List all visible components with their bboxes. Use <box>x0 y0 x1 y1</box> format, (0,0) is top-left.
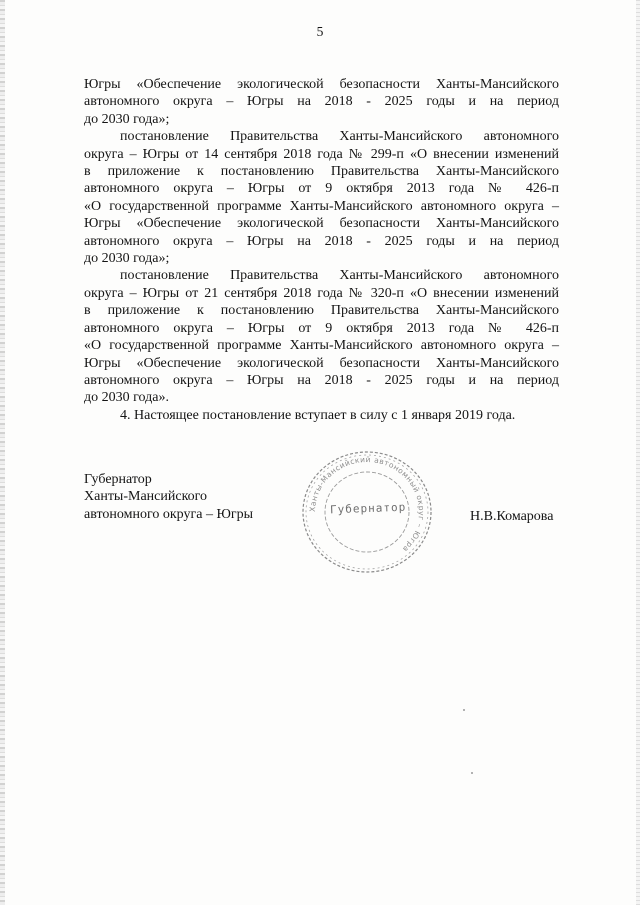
body-line: Югры «Обеспечение экологической безопасности Ханты-Мансийского <box>84 355 559 371</box>
body-line: до 2030 года»; <box>84 111 170 127</box>
effective-date-paragraph: 4. Настоящее постановление вступает в силу с 1 января 2019 года. <box>120 407 516 423</box>
body-line: «О государственной программе Ханты-Мансийского автономного округа – <box>84 198 559 214</box>
stamp-center-text: Губернатор <box>329 500 407 517</box>
body-line: автономного округа – Югры от 9 октября 2013 года № 426-п <box>84 181 559 197</box>
body-line: округа – Югры от 14 сентября 2018 года № 299-п «О внесении изменений <box>84 146 559 162</box>
body-line: до 2030 года». <box>84 390 169 406</box>
body-line: округа – Югры от 21 сентября 2018 года № 320-п «О внесении изменений <box>84 285 559 301</box>
body-line: Югры «Обеспечение экологической безопасности Ханты-Мансийского <box>84 216 559 232</box>
body-line: автономного округа – Югры на 2018 - 2025 годы и на период <box>84 233 559 249</box>
scan-speck <box>463 709 465 711</box>
stamp-ring-text: Ханты-Мансийский автономный округ – Югра <box>307 454 427 555</box>
body-line: «О государственной программе Ханты-Мансийского автономного округа – <box>84 338 559 354</box>
body-line: постановление Правительства Ханты-Мансийского автономного <box>120 129 559 145</box>
body-line: до 2030 года»; <box>84 251 170 267</box>
body-line: в приложение к постановлению Правительства Ханты-Мансийского <box>84 164 559 180</box>
signatory-title-line: Ханты-Мансийского <box>84 489 208 505</box>
signatory-name: Н.В.Комарова <box>470 509 554 524</box>
scan-edge-left <box>0 0 5 905</box>
signatory-title-line: автономного округа – Югры <box>84 506 253 522</box>
scan-edge-right <box>636 0 640 905</box>
signatory-title <box>84 471 253 523</box>
body-line: автономного округа – Югры от 9 октября 2013 года № 426-п <box>84 320 559 336</box>
scan-speck <box>471 772 473 774</box>
body-line: автономного округа – Югры на 2018 - 2025 годы и на период <box>84 94 559 110</box>
body-line: автономного округа – Югры на 2018 - 2025 годы и на период <box>84 372 559 388</box>
body-text <box>84 76 559 424</box>
page-number: 5 <box>316 24 324 39</box>
body-line: в приложение к постановлению Правительства Ханты-Мансийского <box>84 303 559 319</box>
signatory-title-line: Губернатор <box>84 472 152 487</box>
body-line: Югры «Обеспечение экологической безопасности Ханты-Мансийского <box>84 77 559 92</box>
body-line: постановление Правительства Ханты-Мансийского автономного <box>120 268 559 284</box>
